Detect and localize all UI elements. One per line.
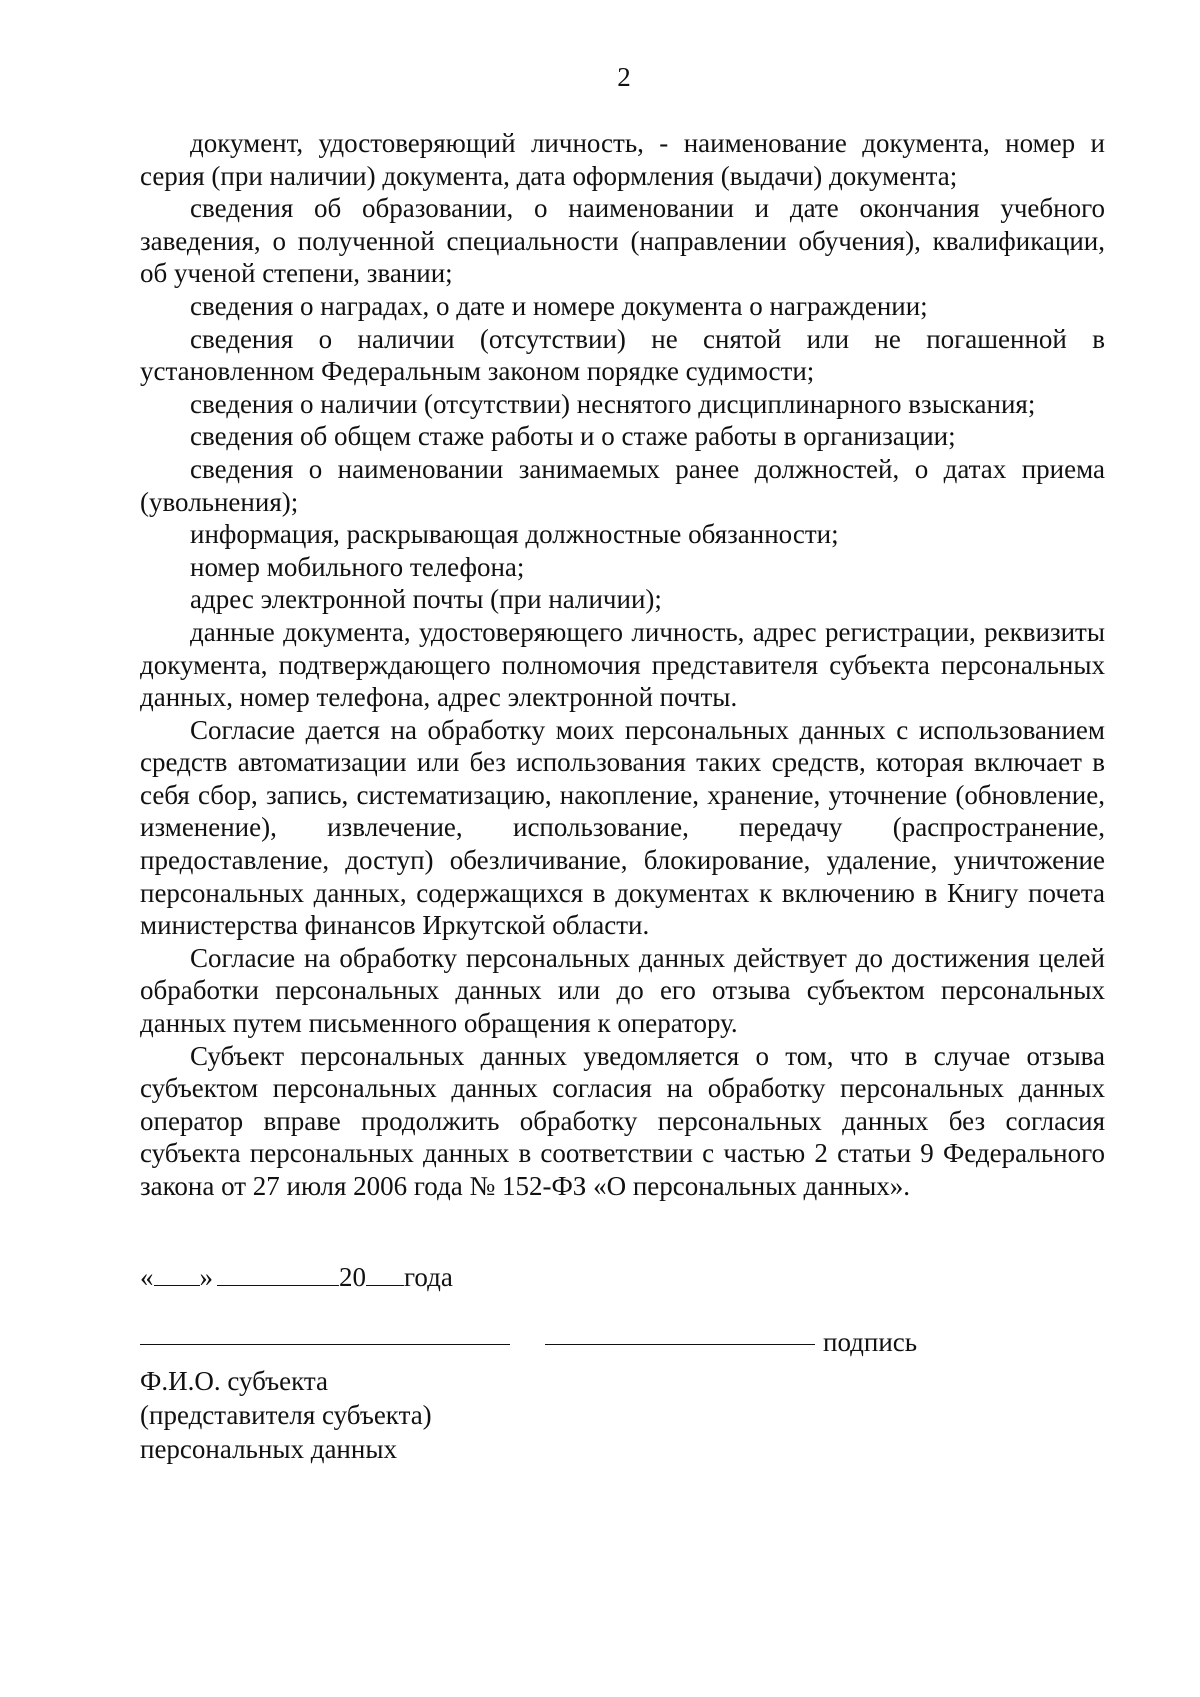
date-line bbox=[140, 1261, 453, 1293]
date-close-quote: » bbox=[199, 1262, 213, 1292]
paragraph-disciplinary: сведения о наличии (отсутствии) неснятого дисциплинарного взыскания; bbox=[190, 388, 1036, 419]
signature-line bbox=[545, 1344, 815, 1345]
page-number: 2 bbox=[617, 62, 631, 92]
paragraph-email: адрес электронной почты (при наличии); bbox=[190, 584, 662, 615]
paragraph-awards: сведения о наградах, о дате и номере документа о награждении; bbox=[190, 290, 928, 321]
fio-caption bbox=[140, 1364, 432, 1466]
paragraph-consent-withdrawal: Субъект персональных данных уведомляется о том, что в случае отзыва субъектом персональных данных согласия на обработку персональных данных оператор вправе продолжить обработку персональных данных без согласия субъекта персональных данных в соответствии с частью 2 статьи 9 Федерального закона от 27 июля 2006 года № 152-ФЗ «О персональных данных». bbox=[140, 1040, 1105, 1201]
paragraph-representative-data: данные документа, удостоверяющего личность, адрес регистрации, реквизиты документа, подтверждающего полномочия представителя субъекта персональных данных, номер телефона, адрес электронной почты. bbox=[140, 616, 1105, 713]
year-blank bbox=[366, 1261, 404, 1286]
paragraph-previous-positions: сведения о наименовании занимаемых ранее должностей, о датах приема (увольнения); bbox=[140, 453, 1105, 517]
paragraph-consent-processing: Согласие дается на обработку моих персональных данных с использованием средств автоматизации или без использования таких средств, которая включает в себя сбор, запись, систематизацию, накопление, хранение, уточнение (обновление, изменение), извлечение, использование, передачу (распространение, предоставление, доступ) обезличивание, блокирование, удаление, уничтожение персональных данных, содержащихся в документах к включению в Книгу почета министерства финансов Иркутской области. bbox=[140, 714, 1105, 941]
fio-line bbox=[140, 1344, 510, 1345]
document-body bbox=[140, 127, 1105, 1203]
paragraph-work-experience: сведения об общем стаже работы и о стаже работы в организации; bbox=[190, 421, 956, 452]
date-open-quote: « bbox=[140, 1262, 154, 1292]
signature-label: подпись bbox=[823, 1327, 918, 1357]
month-blank bbox=[217, 1261, 339, 1286]
paragraph-mobile-phone: номер мобильного телефона; bbox=[190, 551, 525, 582]
paragraph-consent-duration: Согласие на обработку персональных данных действует до достижения целей обработки персональных данных или до его отзыва субъектом персональных данных путем письменного обращения к оператору. bbox=[140, 942, 1105, 1039]
fio-caption-line3: персональных данных bbox=[140, 1434, 397, 1464]
paragraph-education: сведения об образовании, о наименовании и дате окончания учебного заведения, о полученной специальности (направлении обучения), квалификации, об ученой степени, звании; bbox=[140, 193, 1105, 289]
fio-caption-line1: Ф.И.О. субъекта bbox=[140, 1366, 328, 1396]
paragraph-criminal-record: сведения о наличии (отсутствии) не снятой или не погашенной в установленном Федеральным законом порядке судимости; bbox=[140, 323, 1105, 387]
paragraph-job-duties: информация, раскрывающая должностные обязанности; bbox=[190, 519, 839, 550]
fio-caption-line2: (представителя субъекта) bbox=[140, 1400, 432, 1430]
date-suffix: года bbox=[404, 1262, 453, 1292]
year-prefix: 20 bbox=[339, 1262, 366, 1292]
day-blank bbox=[154, 1261, 200, 1286]
paragraph-identity-document: документ, удостоверяющий личность, - наименование документа, номер и серия (при наличии) документа, дата оформления (выдачи) документа; bbox=[140, 128, 1105, 191]
